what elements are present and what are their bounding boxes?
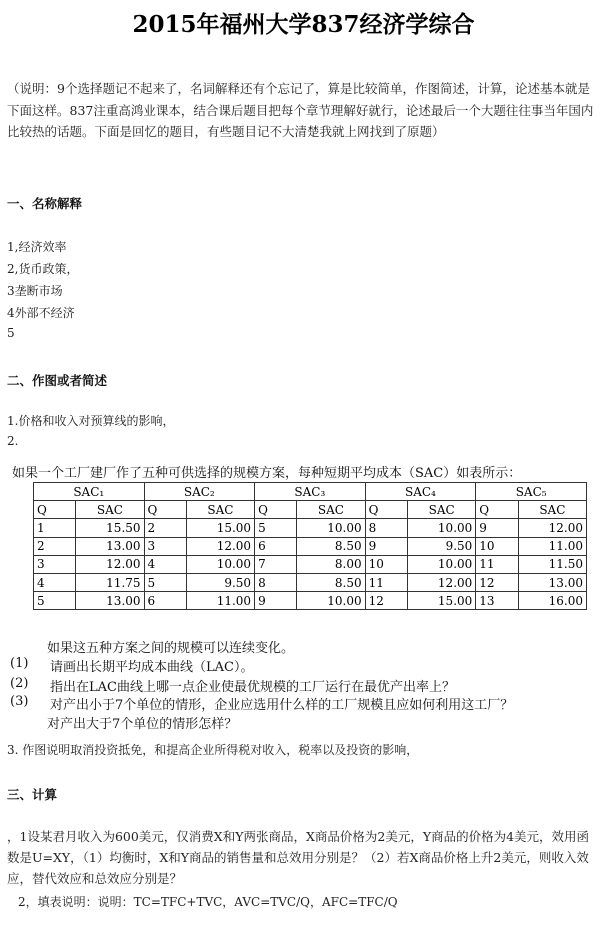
table-cell: 15.00 bbox=[408, 592, 476, 610]
table-header-cell: Q bbox=[365, 501, 407, 519]
table-cell: 10.00 bbox=[186, 555, 254, 573]
table-cell: 9.50 bbox=[186, 573, 254, 591]
table-cell: 15.00 bbox=[186, 519, 254, 537]
table-cell: 3 bbox=[34, 555, 76, 573]
table-cell: 4 bbox=[144, 555, 186, 573]
question-intro: 如果一个工厂建厂作了五种可供选择的规模方案，每种短期平均成本（SAC）如表所示： bbox=[12, 466, 522, 481]
table-subheader-row bbox=[34, 501, 587, 519]
table-cell: 5 bbox=[34, 592, 76, 610]
table-cell: 8 bbox=[255, 573, 297, 591]
table-header-cell: SAC bbox=[186, 501, 254, 519]
sub-question-number: (2) bbox=[10, 676, 29, 691]
table-header-cell: Q bbox=[34, 501, 76, 519]
table-row bbox=[34, 573, 587, 591]
continuous-note: 如果这五种方案之间的规模可以连续变化。 bbox=[47, 641, 295, 656]
calc-question-2: 2，填表说明：说明：TC=TFC+TVC，AVC=TVC/Q，AFC=TFC/Q bbox=[18, 895, 398, 909]
sub-question-number: (3) bbox=[10, 694, 29, 709]
table-header-cell: Q bbox=[476, 501, 518, 519]
table-cell: 11.50 bbox=[518, 555, 586, 573]
list-item: 3. 作图说明取消投资抵免，和提高企业所得税对收入，税率以及投资的影响， bbox=[7, 743, 419, 757]
table-cell: 5 bbox=[144, 573, 186, 591]
table-cell: 12.00 bbox=[408, 573, 476, 591]
sub-question-text: 对产出小于7个单位的情形，企业应选用什么样的工厂规模且应如何利用这工厂？ bbox=[50, 698, 514, 713]
table-cell: 11.00 bbox=[518, 537, 586, 555]
table-cell: 11 bbox=[476, 555, 518, 573]
table-cell: 12.00 bbox=[186, 537, 254, 555]
table-cell: 9 bbox=[255, 592, 297, 610]
table-cell: 3 bbox=[144, 537, 186, 555]
table-cell: 11.00 bbox=[186, 592, 254, 610]
sub-question-text: 请画出长期平均成本曲线（LAC）。 bbox=[50, 660, 254, 675]
section-heading-calc: 三、计算 bbox=[7, 787, 58, 802]
table-cell: 11.75 bbox=[76, 573, 144, 591]
table-header-cell: Q bbox=[144, 501, 186, 519]
table-cell: 8.00 bbox=[297, 555, 365, 573]
table-header-cell: SAC₄ bbox=[365, 483, 476, 501]
table-cell: 11 bbox=[365, 573, 407, 591]
table-cell: 2 bbox=[144, 519, 186, 537]
table-cell: 7 bbox=[255, 555, 297, 573]
table-header-cell: SAC₂ bbox=[144, 483, 255, 501]
list-item: 5 bbox=[7, 326, 15, 340]
table-header-cell: SAC₁ bbox=[34, 483, 145, 501]
list-item: 2. bbox=[7, 434, 19, 448]
list-item: 1,经济效率 bbox=[7, 240, 67, 254]
table-cell: 13.00 bbox=[518, 573, 586, 591]
table-cell: 9 bbox=[365, 537, 407, 555]
table-header-row bbox=[34, 483, 587, 501]
table-cell: 8 bbox=[365, 519, 407, 537]
intro-note: （说明：9个选择题记不起来了，名词解释还有个忘记了，算是比较简单，作图简述，计算，论述基本就是下面这样。837注重高鸿业课本，结合课后题目把每个章节理解好就行，论述最后一个大题往往事当年国内比较热的话题。下面是回忆的题目，有些题目记不大清楚我就上网找到了原题） bbox=[7, 81, 594, 139]
table-cell: 12 bbox=[365, 592, 407, 610]
table-cell: 13.00 bbox=[76, 537, 144, 555]
table-cell: 10 bbox=[365, 555, 407, 573]
table-header-cell: SAC bbox=[518, 501, 586, 519]
table-cell: 10 bbox=[476, 537, 518, 555]
table-cell: 16.00 bbox=[518, 592, 586, 610]
sub-question-continued: 对产出大于7个单位的情形怎样？ bbox=[47, 717, 238, 732]
table-cell: 5 bbox=[255, 519, 297, 537]
table-cell: 8.50 bbox=[297, 537, 365, 555]
table-cell: 9 bbox=[476, 519, 518, 537]
table-cell: 4 bbox=[34, 573, 76, 591]
table-row bbox=[34, 592, 587, 610]
table-row bbox=[34, 555, 587, 573]
table-cell: 1 bbox=[34, 519, 76, 537]
table-cell: 12 bbox=[476, 573, 518, 591]
table-cell: 13.00 bbox=[76, 592, 144, 610]
section-heading-diagram: 二、作图或者简述 bbox=[7, 373, 108, 388]
table-cell: 15.50 bbox=[76, 519, 144, 537]
list-item: 4外部不经济 bbox=[7, 306, 75, 320]
table-cell: 8.50 bbox=[297, 573, 365, 591]
table-cell: 13 bbox=[476, 592, 518, 610]
table-cell: 6 bbox=[144, 592, 186, 610]
calc-question-1: ，1设某君月收入为600美元，仅消费X和Y两张商品，X商品价格为2美元，Y商品的价格为4美元，效用函数是U=XY，（1）均衡时，X和Y商品的销售量和总效用分别是？（2）若X商品价格上升2美元，则收入效应，替代效应和总效应分别是？ bbox=[7, 829, 590, 886]
table-row bbox=[34, 519, 587, 537]
table-row bbox=[34, 537, 587, 555]
table-cell: 10.00 bbox=[297, 592, 365, 610]
table-header-cell: SAC bbox=[408, 501, 476, 519]
page-title: 2015年福州大学837经济学综合 bbox=[132, 11, 475, 38]
list-item: 3垄断市场 bbox=[7, 284, 63, 298]
table-cell: 9.50 bbox=[408, 537, 476, 555]
table-cell: 2 bbox=[34, 537, 76, 555]
sac-table bbox=[33, 482, 587, 610]
table-cell: 10.00 bbox=[408, 555, 476, 573]
list-item: 2,货币政策， bbox=[7, 262, 79, 276]
table-header-cell: SAC₃ bbox=[255, 483, 366, 501]
table-header-cell: SAC bbox=[297, 501, 365, 519]
table-cell: 12.00 bbox=[76, 555, 144, 573]
table-cell: 10.00 bbox=[297, 519, 365, 537]
table-cell: 10.00 bbox=[408, 519, 476, 537]
sub-question-text: 指出在LAC曲线上哪一点企业使最优规模的工厂运行在最优产出率上？ bbox=[50, 680, 455, 695]
section-heading-terms: 一、名称解释 bbox=[7, 196, 83, 211]
sub-question-number: (1) bbox=[10, 656, 29, 671]
table-header-cell: SAC bbox=[76, 501, 144, 519]
table-cell: 12.00 bbox=[518, 519, 586, 537]
table-header-cell: SAC₅ bbox=[476, 483, 587, 501]
table-cell: 6 bbox=[255, 537, 297, 555]
list-item: 1.价格和收入对预算线的影响， bbox=[7, 414, 175, 428]
table-header-cell: Q bbox=[255, 501, 297, 519]
